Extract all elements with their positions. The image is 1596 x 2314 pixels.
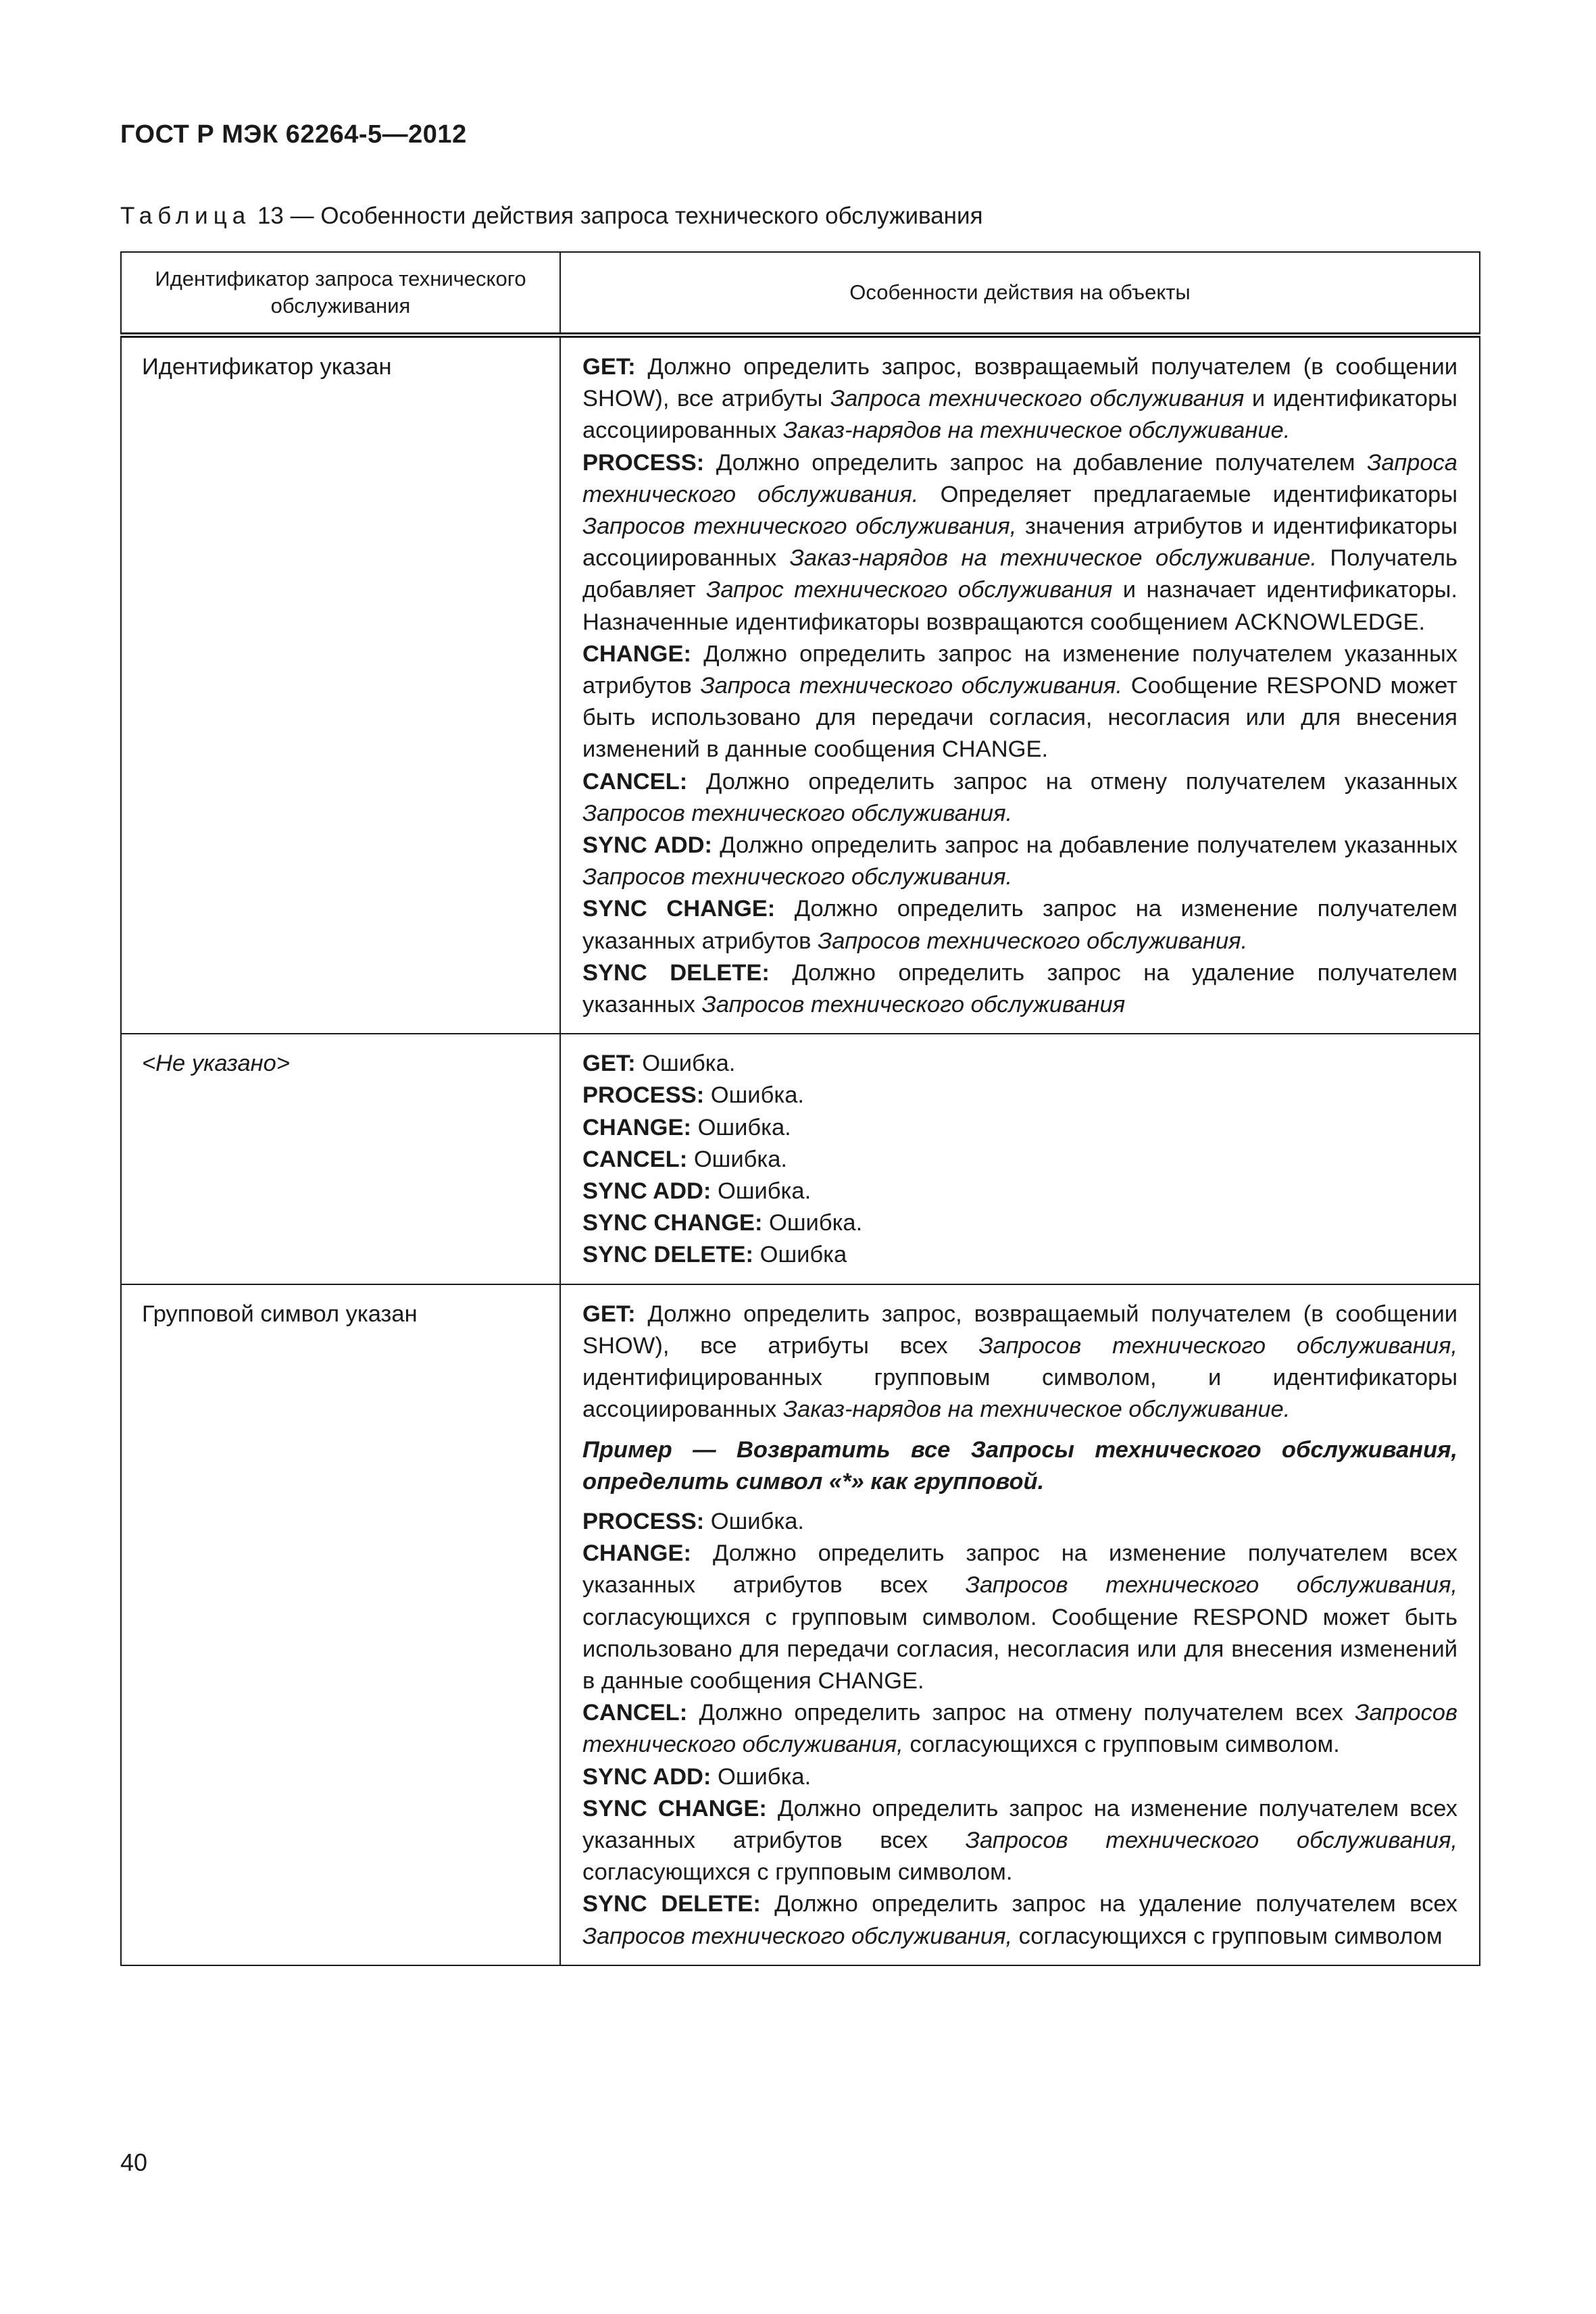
row-actions <box>560 335 1480 1034</box>
op-change: CHANGE: Ошибка. <box>582 1114 791 1140</box>
op-cancel: CANCEL: Должно определить запрос на отмену получателем всех Запросов технического обслуживания, согласующихся с групповым символом. <box>582 1700 1457 1758</box>
table-row <box>121 1284 1480 1965</box>
op-process: PROCESS: Должно определить запрос на добавление получателем Запроса технического обслуживания. Определяет предлагаемые идентификаторы Запросов технического обслуживания, значения атрибутов и идентификаторы ассоциированных Заказ-нарядов на техническое обслуживание. Получатель добавляет Запрос технического обслуживания и назначает идентификаторы. Назначенные идентификаторы возвращаются сообщением ACKNOWLEDGE. <box>582 449 1458 635</box>
op-sync-change: SYNC CHANGE: Ошибка. <box>582 1210 863 1236</box>
page-number: 40 <box>120 2148 148 2176</box>
column-header-identifier: Идентификатор запроса технического обслуживания <box>121 252 560 335</box>
op-cancel: CANCEL: Ошибка. <box>582 1146 787 1172</box>
op-process: PROCESS: Ошибка. <box>582 1508 804 1534</box>
table-caption <box>120 203 983 230</box>
table-row <box>121 1034 1480 1284</box>
op-get: GET: Должно определить запрос, возвращаемый получателем (в сообщении SHOW), все атрибуты Запроса технического обслуживания и идентификаторы ассоциированных Заказ-нарядов на техническое обслуживание. <box>582 354 1457 444</box>
op-sync-change: SYNC CHANGE: Должно определить запрос на изменение получателем всех указанных атрибутов всех Запросов технического обслуживания, согласующихся с групповым символом. <box>582 1795 1457 1886</box>
row-identifier: Идентификатор указан <box>121 335 560 1034</box>
row-identifier: <Не указано> <box>121 1034 560 1284</box>
row-actions <box>560 1284 1480 1965</box>
op-change: CHANGE: Должно определить запрос на изменение получателем указанных атрибутов Запроса технического обслуживания. Сообщение RESPOND может быть использовано для передачи согласия, несогласия или для внесения изменений в данные сообщения CHANGE. <box>582 640 1457 763</box>
op-get: GET: Должно определить запрос, возвращаемый получателем (в сообщении SHOW), все атрибуты всех Запросов технического обслуживания, идентифицированных групповым символом, и идентификаторы ассоциированных Заказ-нарядов на техническое обслуживание. <box>582 1301 1458 1423</box>
op-change: CHANGE: Должно определить запрос на изменение получателем всех указанных атрибутов всех Запросов технического обслуживания, согласующихся с групповым символом. Сообщение RESPOND может быть использовано для передачи согласия, несогласия или для внесения изменений в данные сообщения CHANGE. <box>582 1540 1457 1694</box>
column-header-actions: Особенности действия на объекты <box>560 252 1480 335</box>
op-sync-change: SYNC CHANGE: Должно определить запрос на изменение получателем указанных атрибутов Запросов технического обслуживания. <box>582 896 1458 954</box>
op-sync-delete: SYNC DELETE: Должно определить запрос на удаление получателем указанных Запросов технического обслуживания <box>582 959 1457 1018</box>
op-sync-add: SYNC ADD: Должно определить запрос на добавление получателем указанных Запросов технического обслуживания. <box>582 832 1457 890</box>
table-caption-title: 13 — Особенности действия запроса технического обслуживания <box>257 203 983 229</box>
row-actions <box>560 1034 1480 1284</box>
maintenance-request-table <box>120 251 1480 1966</box>
op-sync-delete: SYNC DELETE: Должно определить запрос на удаление получателем всех Запросов технического обслуживания, согласующихся с групповым символом <box>582 1891 1458 1949</box>
example-note: Пример — Возвратить все Запросы технического обслуживания, определить символ «*» как групповой. <box>582 1436 1457 1494</box>
row-identifier: Групповой символ указан <box>121 1284 560 1965</box>
document-code: ГОСТ Р МЭК 62264-5—2012 <box>120 120 467 149</box>
op-sync-add: SYNC ADD: Ошибка. <box>582 1763 812 1790</box>
op-cancel: CANCEL: Должно определить запрос на отмену получателем указанных Запросов технического обслуживания. <box>582 768 1457 826</box>
op-get: GET: Ошибка. <box>582 1051 736 1077</box>
op-sync-delete: SYNC DELETE: Ошибка <box>582 1242 847 1268</box>
table-row <box>121 335 1480 1034</box>
op-sync-add: SYNC ADD: Ошибка. <box>582 1178 812 1205</box>
op-process: PROCESS: Ошибка. <box>582 1082 804 1109</box>
table-caption-label: Таблица <box>120 203 251 229</box>
table-header-row <box>121 252 1480 335</box>
